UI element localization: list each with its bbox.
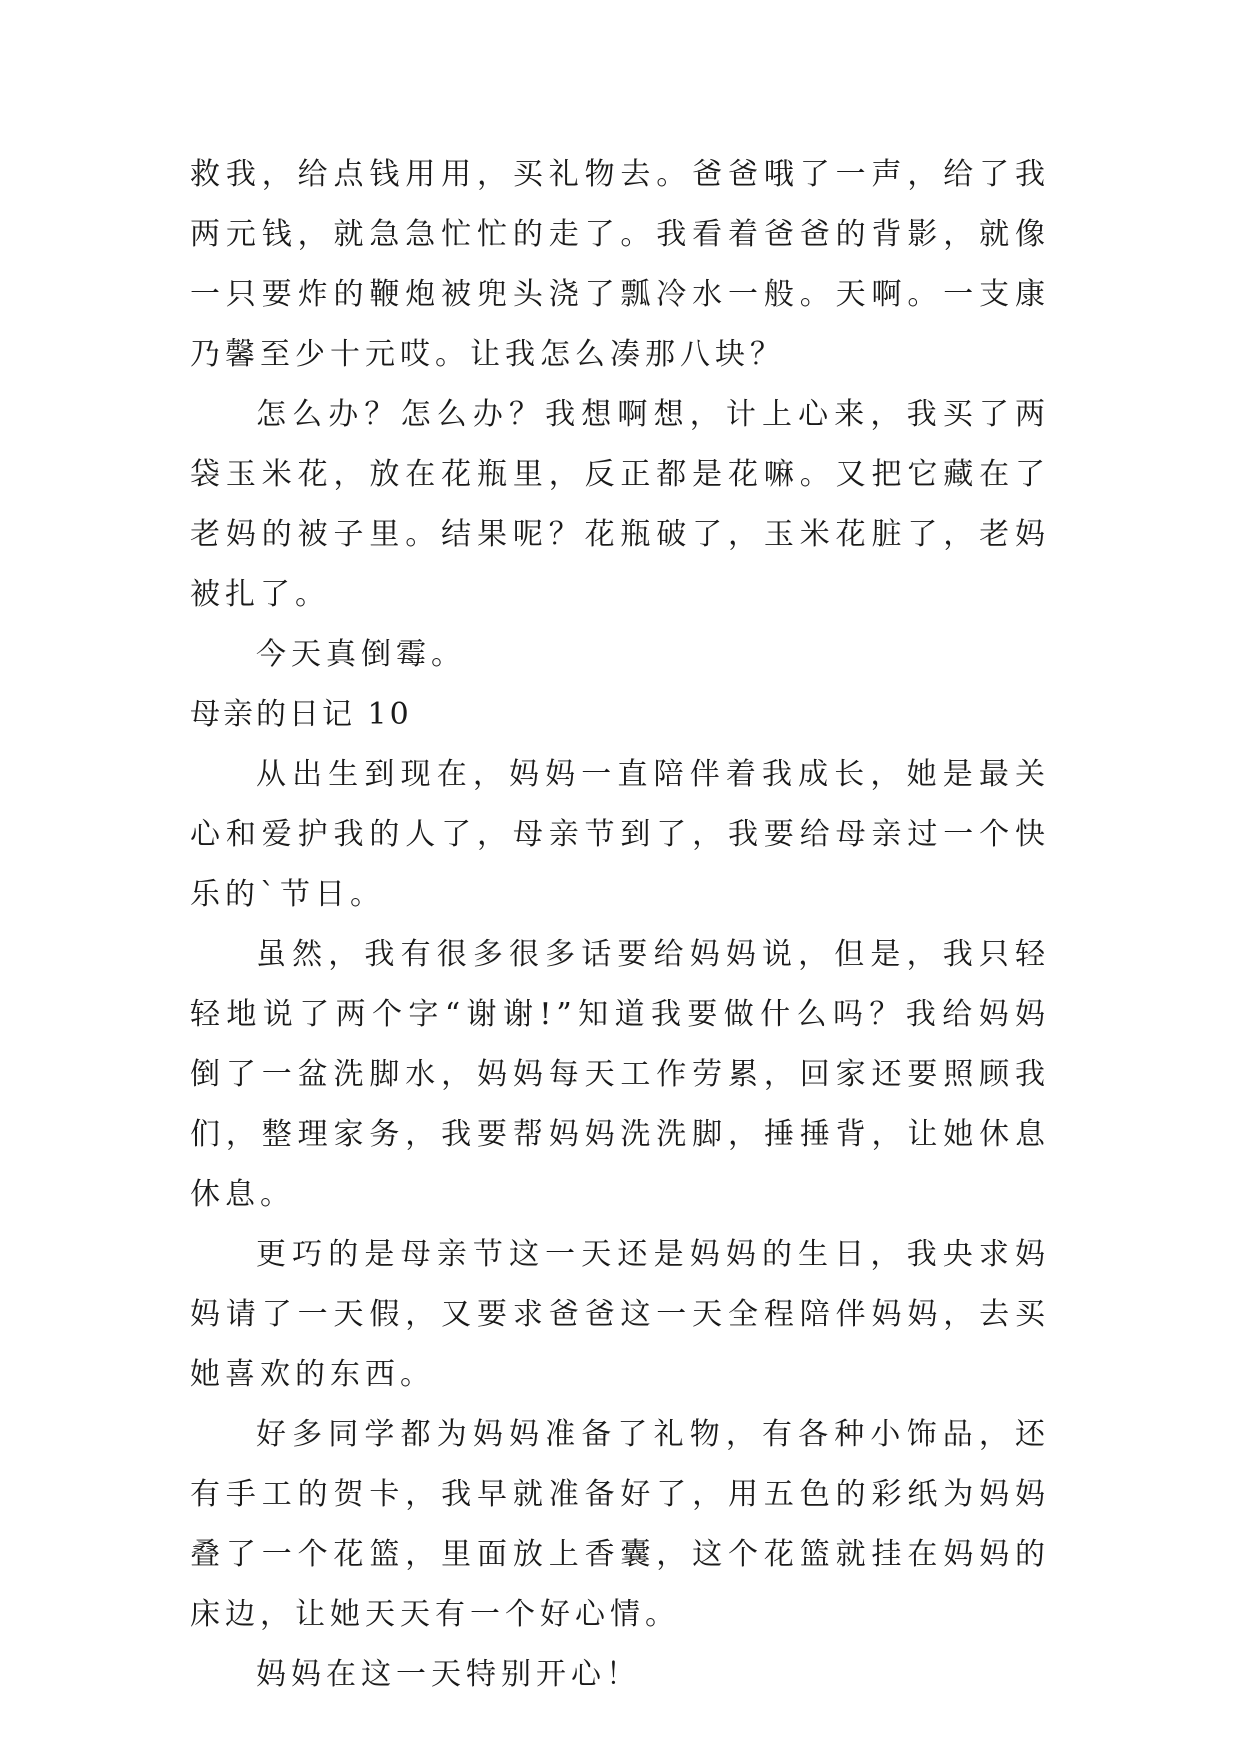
paragraph-4: 从出生到现在，妈妈一直陪伴着我成长，她是最关心和爱护我的人了，母亲节到了，我要给母亲过一个快乐的`节日。 [190, 757, 1050, 912]
section-heading: 母亲的日记 10 [190, 697, 412, 732]
paragraph-2: 怎么办？怎么办？我想啊想，计上心来，我买了两袋玉米花，放在花瓶里，反正都是花嘛。又把它藏在了老妈的被子里。结果呢？花瓶破了，玉米花脏了，老妈被扎了。 [190, 397, 1050, 612]
paragraph-7: 好多同学都为妈妈准备了礼物，有各种小饰品，还有手工的贺卡，我早就准备好了，用五色的彩纸为妈妈叠了一个花篮，里面放上香囊，这个花篮就挂在妈妈的床边，让她天天有一个好心情。 [190, 1417, 1050, 1632]
document-page [190, 145, 1050, 1705]
paragraph-3: 今天真倒霉。 [256, 637, 466, 672]
paragraph-5: 虽然，我有很多很多话要给妈妈说，但是，我只轻轻地说了两个字“谢谢!”知道我要做什么吗？我给妈妈倒了一盆洗脚水，妈妈每天工作劳累，回家还要照顾我们，整理家务，我要帮妈妈洗洗脚，捶捶背，让她休息休息。 [190, 937, 1050, 1212]
paragraph-8: 妈妈在这一天特别开心！ [256, 1657, 641, 1692]
paragraph-6: 更巧的是母亲节这一天还是妈妈的生日，我央求妈妈请了一天假，又要求爸爸这一天全程陪伴妈妈，去买她喜欢的东西。 [190, 1237, 1050, 1392]
paragraph-1: 救我，给点钱用用，买礼物去。爸爸哦了一声，给了我两元钱，就急急忙忙的走了。我看着爸爸的背影，就像一只要炸的鞭炮被兜头浇了瓢冷水一般。天啊。一支康乃馨至少十元哎。让我怎么凑那八块？ [190, 157, 1050, 372]
